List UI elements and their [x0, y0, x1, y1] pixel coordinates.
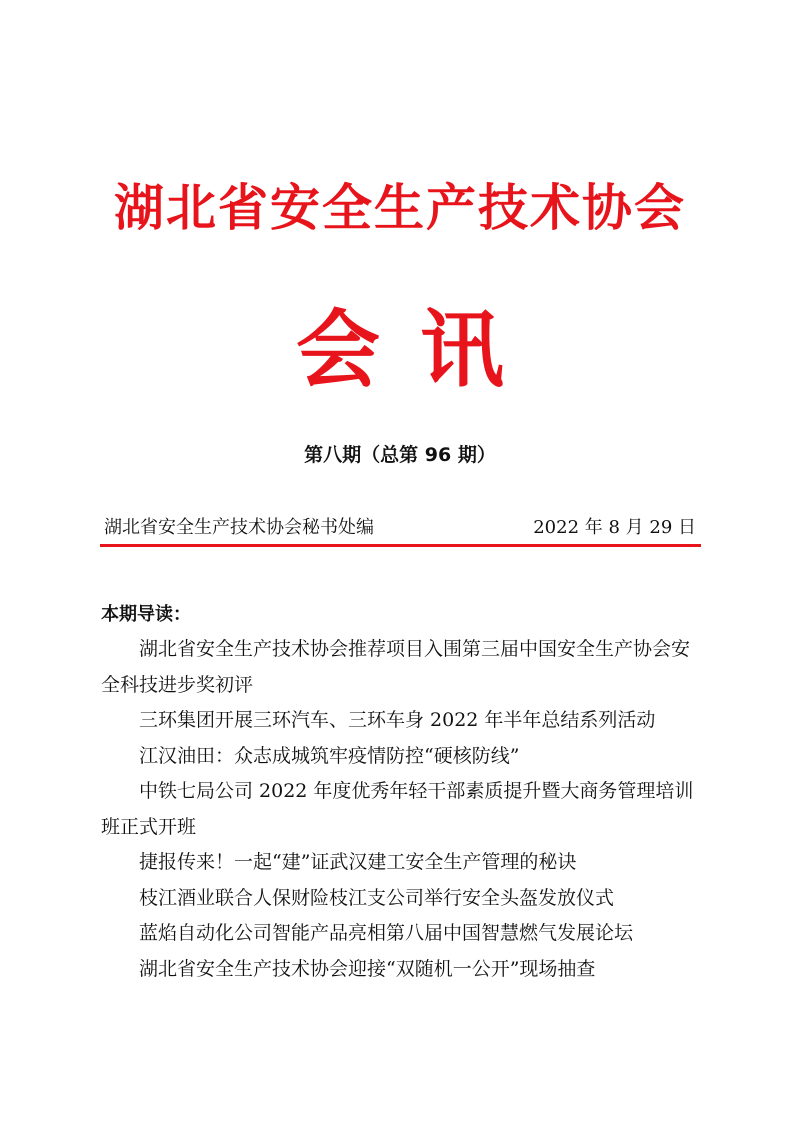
editor-line: 湖北省安全生产技术协会秘书处编 [104, 517, 374, 538]
toc-item: 蓝焰自动化公司智能产品亮相第八届中国智慧燃气发展论坛 [139, 922, 634, 944]
toc-item: 湖北省安全生产技术协会迎接“双随机一公开”现场抽查 [139, 957, 596, 980]
bulletin-title: 会讯 [295, 301, 544, 399]
toc-heading: 本期导读： [101, 604, 191, 625]
toc-item: 捷报传来！一起“建”证武汉建工安全生产管理的秘诀 [139, 851, 577, 873]
issue-date: 2022 年 8 月 29 日 [533, 517, 696, 538]
issue-number: 第八期（总第 96 期） [304, 444, 496, 466]
toc-item: 湖北省安全生产技术协会推荐项目入围第三届中国安全生产协会安全科技进步奖初评 [101, 638, 691, 696]
toc-list [101, 632, 701, 987]
org-title: 湖北省安全生产技术协会 [114, 179, 686, 237]
toc-item: 枝江酒业联合人保财险枝江支公司举行安全头盔发放仪式 [139, 886, 615, 909]
toc-item: 江汉油田：众志成城筑牢疫情防控“硬核防线” [139, 744, 520, 767]
red-divider [100, 544, 701, 547]
toc-item: 三环集团开展三环汽车、三环车身 2022 年半年总结系列活动 [139, 709, 656, 731]
toc-item: 中铁七局公司 2022 年度优秀年轻干部素质提升暨大商务管理培训班正式开班 [101, 780, 694, 838]
info-row [104, 513, 696, 539]
